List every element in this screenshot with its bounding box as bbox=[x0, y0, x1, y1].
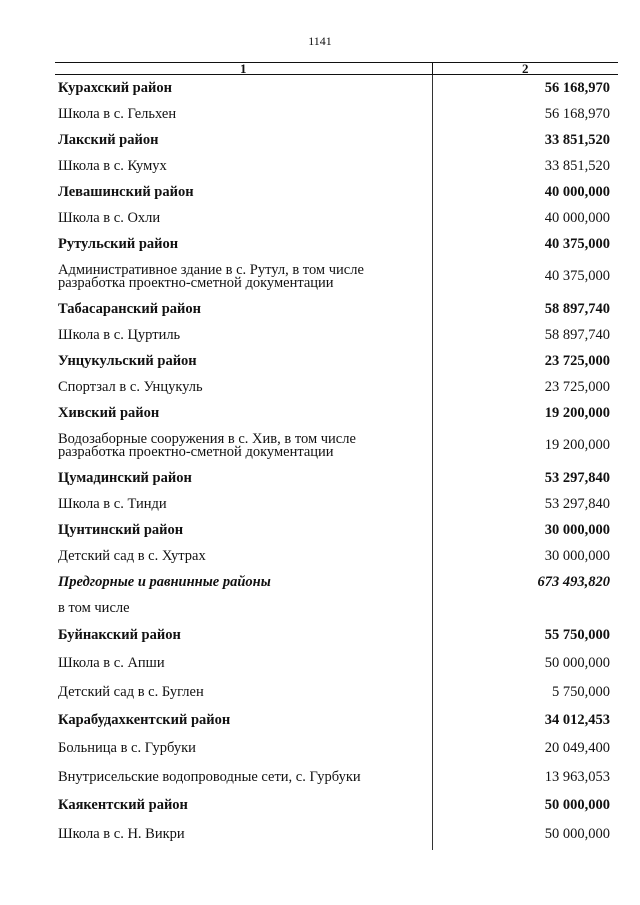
table-row bbox=[55, 206, 618, 231]
row-name: Предгорные и равнинные районы bbox=[58, 573, 271, 590]
row-name: Хивский район bbox=[58, 404, 160, 421]
row-value: 30 000,000 bbox=[432, 544, 618, 569]
table-row bbox=[55, 75, 618, 103]
row-name: Табасаранский район bbox=[58, 300, 201, 317]
row-name: Больница в с. Гурбуки bbox=[58, 740, 196, 756]
table-row bbox=[55, 323, 618, 348]
table-row bbox=[55, 231, 618, 258]
table-row bbox=[55, 400, 618, 427]
row-name: Школа в с. Апши bbox=[58, 655, 165, 671]
table-row bbox=[55, 348, 618, 375]
row-name: Унцукульский район bbox=[58, 352, 197, 369]
row-value: 23 725,000 bbox=[432, 348, 618, 375]
row-value: 40 375,000 bbox=[432, 231, 618, 258]
table-row bbox=[55, 621, 618, 650]
row-value: 30 000,000 bbox=[432, 517, 618, 544]
row-value: 50 000,000 bbox=[432, 650, 618, 678]
table-row bbox=[55, 427, 618, 465]
row-name: Школа в с. Цуртиль bbox=[58, 326, 181, 343]
table-row bbox=[55, 127, 618, 154]
row-value: 19 200,000 bbox=[432, 400, 618, 427]
row-value: 58 897,740 bbox=[432, 296, 618, 323]
row-value: 56 168,970 bbox=[432, 103, 618, 127]
row-value: 33 851,520 bbox=[432, 127, 618, 154]
row-name: в том числе bbox=[58, 599, 130, 616]
row-value: 40 375,000 bbox=[432, 258, 618, 296]
row-name: Лакский район bbox=[58, 131, 159, 148]
row-name: Водозаборные сооружения в с. Хив, в том числе разработка проектно-сметной документации bbox=[58, 430, 356, 460]
row-value: 50 000,000 bbox=[432, 792, 618, 819]
row-value: 58 897,740 bbox=[432, 323, 618, 348]
row-name: Школа в с. Кумух bbox=[58, 157, 167, 174]
row-value: 53 297,840 bbox=[432, 492, 618, 517]
row-value: 5 750,000 bbox=[432, 678, 618, 707]
row-name: Школа в с. Н. Викри bbox=[58, 825, 185, 842]
table-header bbox=[55, 63, 618, 75]
row-name: Школа в с. Охли bbox=[58, 209, 161, 226]
column-header-1: 1 bbox=[55, 63, 432, 75]
row-name: Каякентский район bbox=[58, 796, 188, 813]
table-row bbox=[55, 707, 618, 735]
table-row bbox=[55, 544, 618, 569]
row-value: 13 963,053 bbox=[432, 763, 618, 792]
row-value: 33 851,520 bbox=[432, 154, 618, 179]
row-value: 673 493,820 bbox=[432, 569, 618, 596]
row-name: Курахский район bbox=[58, 80, 172, 97]
row-value: 34 012,453 bbox=[432, 707, 618, 735]
row-value: 40 000,000 bbox=[432, 179, 618, 206]
row-value: 19 200,000 bbox=[432, 427, 618, 465]
row-name: Карабудахкентский район bbox=[58, 712, 231, 728]
row-value: 40 000,000 bbox=[432, 206, 618, 231]
row-name: Буйнакский район bbox=[58, 626, 181, 643]
row-name: Цумадинский район bbox=[58, 469, 192, 486]
page-number: 1141 bbox=[308, 34, 332, 48]
table-row bbox=[55, 763, 618, 792]
row-value: 55 750,000 bbox=[432, 621, 618, 650]
row-name: Школа в с. Гельхен bbox=[58, 106, 177, 122]
table-row bbox=[55, 650, 618, 678]
header-row bbox=[55, 63, 618, 75]
table-row bbox=[55, 492, 618, 517]
budget-table bbox=[55, 62, 618, 850]
table-row bbox=[55, 258, 618, 296]
row-name: Административное здание в с. Рутул, в том числе разработка проектно-сметной документации bbox=[58, 261, 364, 291]
row-value: 20 049,400 bbox=[432, 735, 618, 763]
table-row bbox=[55, 179, 618, 206]
table-row bbox=[55, 819, 618, 850]
row-name: Спортзал в с. Унцукуль bbox=[58, 378, 203, 395]
row-name: Внутрисельские водопроводные сети, с. Гурбуки bbox=[58, 768, 361, 785]
table-row bbox=[55, 296, 618, 323]
table-row bbox=[55, 569, 618, 596]
row-name: Детский сад в с. Хутрах bbox=[58, 547, 206, 564]
row-value: 53 297,840 bbox=[432, 465, 618, 492]
row-value bbox=[432, 596, 618, 621]
row-value: 56 168,970 bbox=[432, 75, 618, 103]
table-row bbox=[55, 103, 618, 127]
table-row bbox=[55, 678, 618, 707]
column-header-2: 2 bbox=[432, 63, 618, 75]
table-row bbox=[55, 792, 618, 819]
row-name: Левашинский район bbox=[58, 183, 194, 200]
row-name: Рутульский район bbox=[58, 235, 179, 252]
table-row bbox=[55, 735, 618, 763]
table-row bbox=[55, 596, 618, 621]
row-value: 23 725,000 bbox=[432, 375, 618, 400]
row-value: 50 000,000 bbox=[432, 819, 618, 850]
row-name: Детский сад в с. Буглен bbox=[58, 683, 204, 700]
table-row bbox=[55, 375, 618, 400]
table-row bbox=[55, 465, 618, 492]
table-row bbox=[55, 517, 618, 544]
table-body bbox=[55, 75, 618, 850]
table-row bbox=[55, 154, 618, 179]
row-name: Цунтинский район bbox=[58, 521, 184, 538]
row-name: Школа в с. Тинди bbox=[58, 495, 167, 512]
